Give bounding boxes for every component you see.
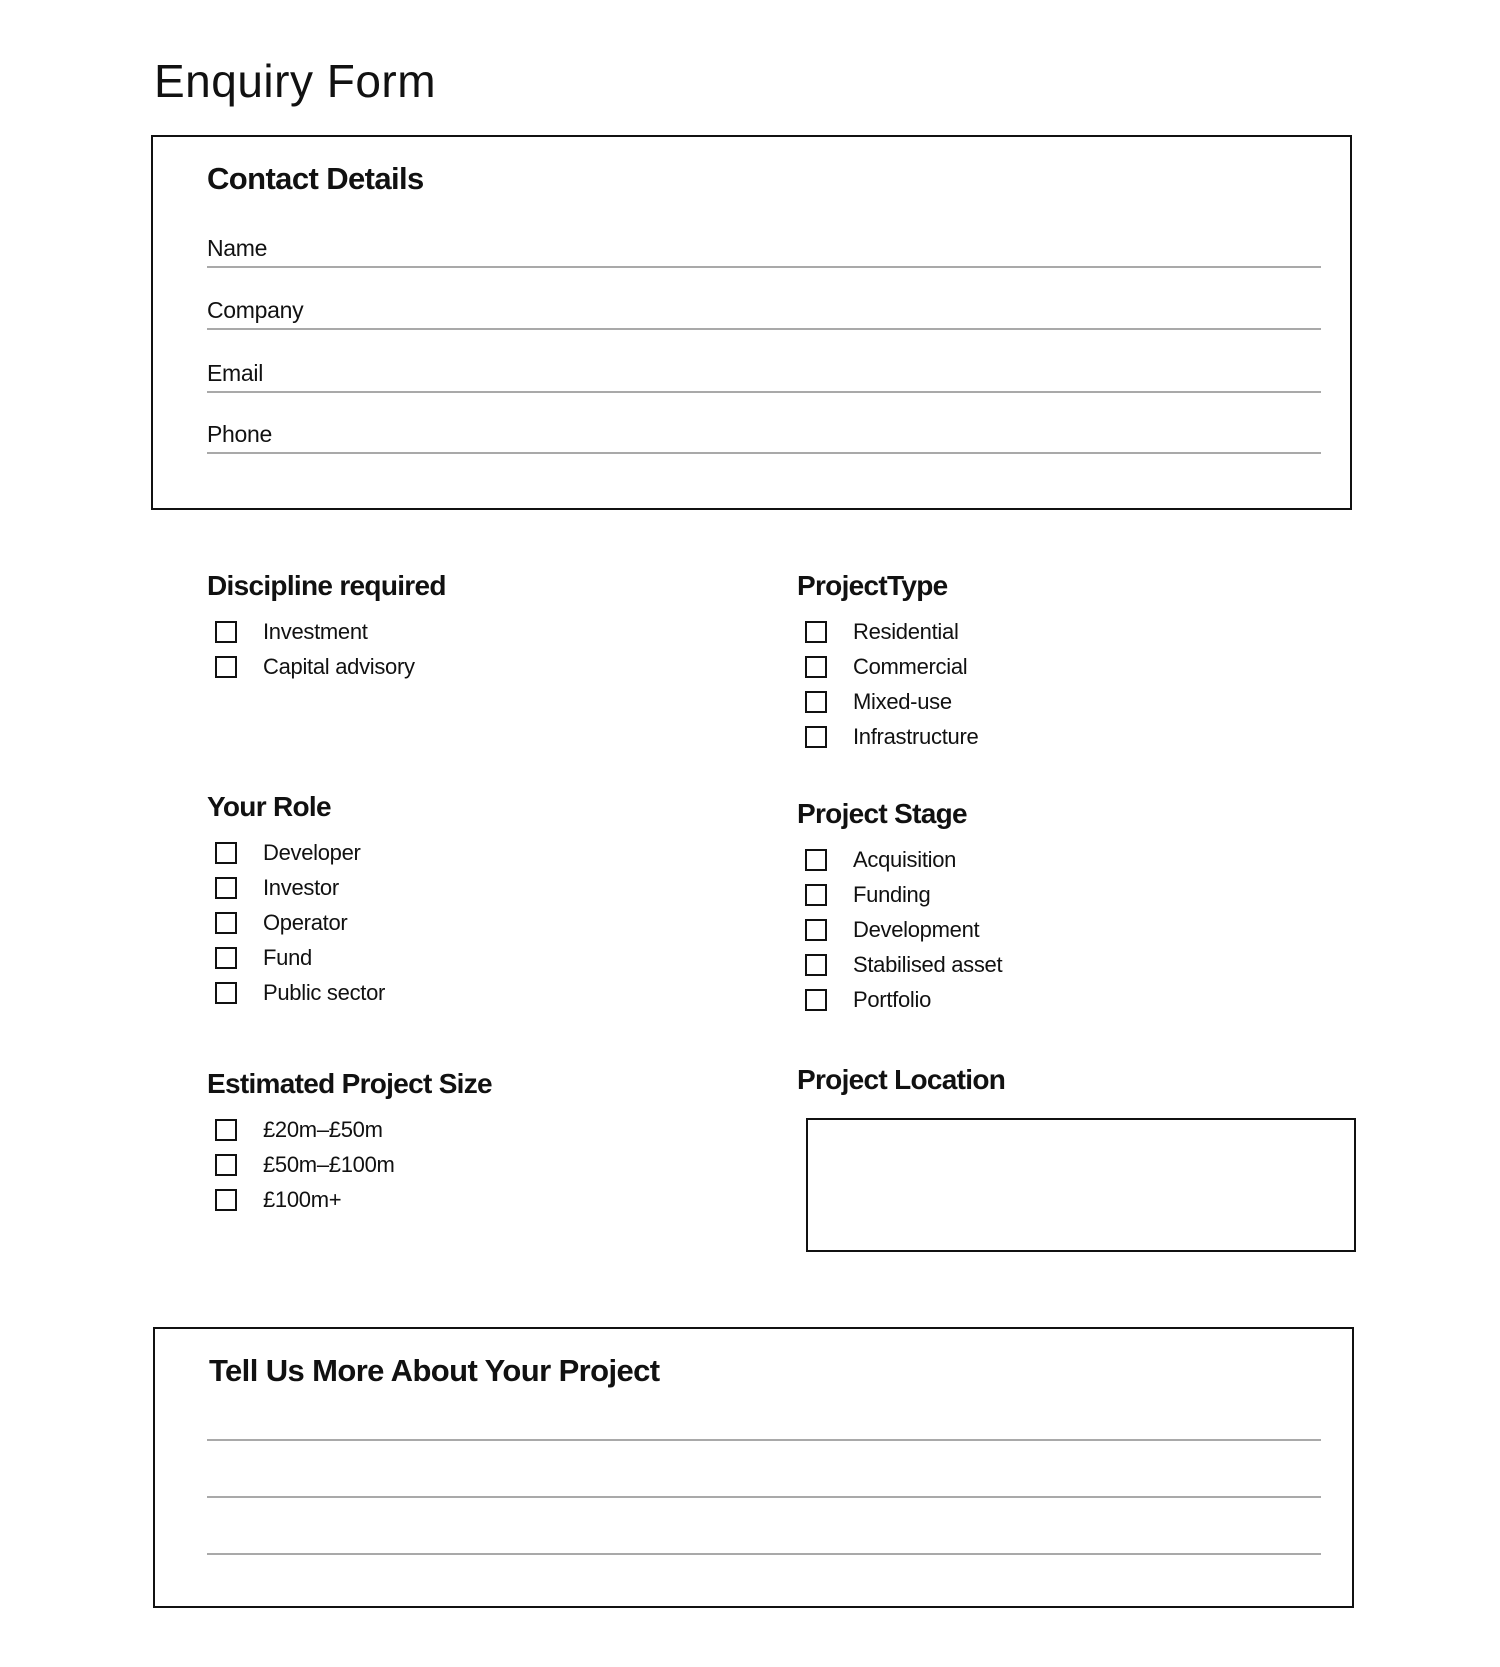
page-title: Enquiry Form	[154, 55, 437, 107]
checkbox[interactable]	[215, 621, 237, 643]
email-field-label: Email	[207, 360, 264, 386]
company-field-label: Company	[207, 297, 304, 323]
discipline-option-capital-advisory[interactable]	[207, 649, 446, 684]
project-size-option-50m-100m[interactable]	[207, 1147, 492, 1182]
discipline-heading: Discipline required	[207, 570, 446, 601]
option-label: Infrastructure	[853, 723, 979, 749]
project-details-input[interactable]	[207, 1419, 1321, 1569]
role-option-fund[interactable]	[207, 940, 385, 975]
project-stage-option-stabilised-asset[interactable]	[797, 947, 1002, 982]
project-location-group	[797, 1064, 1005, 1108]
project-size-option-20m-50m[interactable]	[207, 1112, 492, 1147]
project-type-option-commercial[interactable]	[797, 649, 978, 684]
checkbox[interactable]	[215, 982, 237, 1004]
project-type-option-mixed-use[interactable]	[797, 684, 978, 719]
project-details-section	[153, 1327, 1354, 1608]
option-label: £50m–£100m	[263, 1151, 395, 1177]
option-label: Development	[853, 916, 980, 942]
project-type-option-infrastructure[interactable]	[797, 719, 978, 754]
project-size-group	[207, 1068, 492, 1217]
checkbox[interactable]	[215, 842, 237, 864]
checkbox[interactable]	[805, 919, 827, 941]
checkbox[interactable]	[215, 656, 237, 678]
checkbox[interactable]	[805, 954, 827, 976]
role-option-operator[interactable]	[207, 905, 385, 940]
phone-field[interactable]	[207, 414, 1321, 454]
checkbox[interactable]	[805, 849, 827, 871]
project-size-option-100m-plus[interactable]	[207, 1182, 492, 1217]
option-label: Funding	[853, 881, 931, 907]
checkbox[interactable]	[805, 691, 827, 713]
project-stage-option-development[interactable]	[797, 912, 1002, 947]
role-option-developer[interactable]	[207, 835, 385, 870]
checkbox[interactable]	[215, 1119, 237, 1141]
project-stage-group	[797, 798, 1002, 1017]
checkbox[interactable]	[215, 947, 237, 969]
project-type-option-residential[interactable]	[797, 614, 978, 649]
checkbox[interactable]	[215, 877, 237, 899]
option-label: Public sector	[263, 979, 386, 1005]
option-label: Mixed-use	[853, 688, 952, 714]
role-option-investor[interactable]	[207, 870, 385, 905]
option-label: Portfolio	[853, 986, 932, 1012]
project-type-heading: ProjectType	[797, 570, 948, 601]
checkbox[interactable]	[805, 989, 827, 1011]
checkbox[interactable]	[215, 1154, 237, 1176]
option-label: £20m–£50m	[263, 1116, 383, 1142]
name-field-label: Name	[207, 235, 268, 261]
project-stage-option-portfolio[interactable]	[797, 982, 1002, 1017]
project-stage-option-acquisition[interactable]	[797, 842, 1002, 877]
role-group	[207, 791, 385, 1010]
checkbox[interactable]	[805, 726, 827, 748]
checkbox[interactable]	[805, 884, 827, 906]
checkbox[interactable]	[215, 912, 237, 934]
project-stage-option-funding[interactable]	[797, 877, 1002, 912]
name-field[interactable]	[207, 228, 1321, 268]
phone-field-label: Phone	[207, 421, 273, 447]
option-label: Acquisition	[853, 846, 957, 872]
project-size-heading: Estimated Project Size	[207, 1068, 492, 1099]
checkbox[interactable]	[215, 1189, 237, 1211]
company-field[interactable]	[207, 290, 1321, 330]
option-label: Fund	[263, 944, 312, 970]
option-label: Operator	[263, 909, 348, 935]
discipline-group	[207, 570, 446, 684]
writing-line	[207, 1439, 1321, 1441]
checkbox[interactable]	[805, 656, 827, 678]
role-option-public-sector[interactable]	[207, 975, 385, 1010]
writing-line	[207, 1496, 1321, 1498]
option-label: Commercial	[853, 653, 968, 679]
option-label: Residential	[853, 618, 959, 644]
project-stage-heading: Project Stage	[797, 798, 967, 829]
option-label: Investor	[263, 874, 339, 900]
option-label: Investment	[263, 618, 368, 644]
project-location-input[interactable]	[806, 1118, 1356, 1252]
checkbox[interactable]	[805, 621, 827, 643]
project-type-group	[797, 570, 978, 754]
discipline-option-investment[interactable]	[207, 614, 446, 649]
project-details-heading: Tell Us More About Your Project	[209, 1353, 660, 1388]
email-field[interactable]	[207, 353, 1321, 393]
option-label: Developer	[263, 839, 361, 865]
option-label: £100m+	[263, 1186, 342, 1212]
project-location-heading: Project Location	[797, 1064, 1006, 1095]
option-label: Stabilised asset	[853, 951, 1003, 977]
writing-line	[207, 1553, 1321, 1555]
option-label: Capital advisory	[263, 653, 415, 679]
contact-details-section	[151, 135, 1352, 510]
role-heading: Your Role	[207, 791, 331, 822]
contact-details-heading: Contact Details	[207, 161, 424, 196]
